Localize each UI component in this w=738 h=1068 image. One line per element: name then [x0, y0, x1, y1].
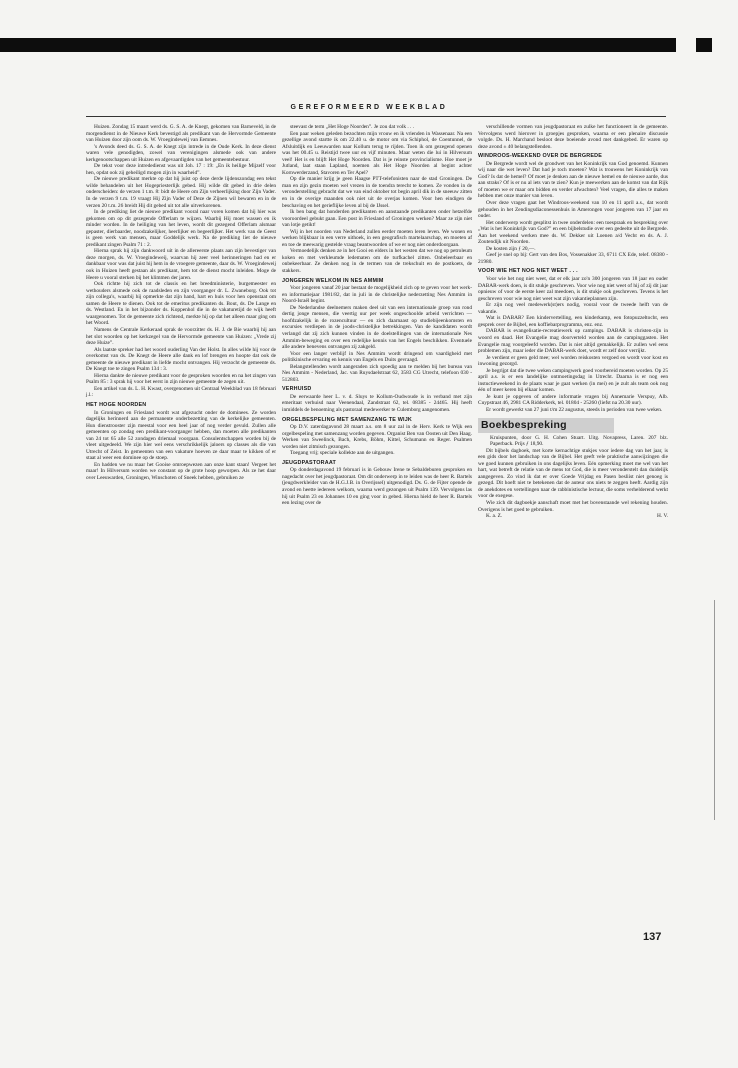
page-header: GEREFORMEERD WEEKBLAD [290, 104, 448, 111]
paragraph: Namens de Centrale Kerkeraad sprak de voorzitter ds. H. J. de Bie waarbij hij aan het slot woorden op het kerkzegel van de Hervormde gemeente van Huizen: „Vrede zij deze Huize”. [86, 326, 276, 347]
paragraph: steevast de term „Het Hoge Noorden”. Je zou dat volk . . . [290, 124, 415, 130]
paragraph: Vermoedelijk denken ze in het Gooi en elders in het westen dat we nog op petroleum koken en met verkleumde ledematen om de turfkachel zitten. Onbeleerbaar en onbekeerbaar. Ze denken nog in de termen van de trekschuit en de postkoets, de stakkers. [282, 248, 472, 275]
paragraph: Je kunt je opgeven of andere informatie vragen bij Annemarie Verspuy, Alb. Cuypstraat 46, 2981 CA Ridderkerk, tel. 01804 - 25260 (liefst na 20.30 uur). [478, 393, 668, 407]
paragraph: Er wordt gewerkt van 27 juni t/m 22 augustus, steeds in perioden van twee weken. [486, 406, 663, 413]
paragraph: In Groningen en Friesland wordt wat afgezucht onder de dominees. Ze worden dagelijks herinnerd aan de permanente onderbezetting van de kerkelijke gemeenten. Hun dienstrooster zijn meestal voor een heel jaar of nog verder gevuld. Zullen alle gemeenten op zondag een predikant-voorganger hebben, dan moeten alle predikanten van 24 tot 65 alle 52 zondagen driemaal voorgaan. Consulentschappen worden bij de vleet uitgedeeld. We zijn hier wel eens verschrikkelijk jaloers op classes als die van Utrecht of Zeist. In gemeenten van een vakature hoeven ze daar maar te kikken of er staat al weer een dominee op de stoep. [86, 409, 276, 462]
scan-edge-mark [714, 600, 715, 820]
paragraph: Er zijn nog veel medewerk(st)ers nodig, vooral voor de tweede helft van de vakantie. [478, 302, 668, 315]
section-heading: JEUGDPASTORAAT [282, 459, 337, 466]
review-sig-left: K. a. Z. [486, 513, 503, 520]
section-heading: VERHUISD [282, 386, 312, 393]
paragraph: Hierna dankte de nieuwe predikant voor de gesproken woorden en na het zingen van Psalm 85 : 3 sprak hij voor het eerst in zijn nieuwe gemeente de zegen uit. [86, 372, 276, 386]
paragraph: Over deze vragen gaat het Windroos-weekend van 10 en 11 april a.s., dat wordt gehouden in het Zendingsdiaconessenhuis in Amerongen voor jongeren van 17 jaar en ouder. [478, 200, 668, 220]
paragraph: De tekst voor deze intrededienst was uit Joh. 17 : 19: „En ik heilige Mijzelf voor hen, opdat ook zij geheiligd mogen zijn in waarheid”. [86, 163, 276, 176]
paragraph: De nieuwe predikant merkte op dat hij juist op deze derde lijdenszondag een tekst wilde behandelen uit het Hogepriesterlijk gebed. Hij wilde dit gebed in drie delen onderscheiden: de verzen 1 t.m. 8: bidt de Heere om Zijn verheerlijking door Zijn Vader. In de verzen 9 t.m. 19 vraagt Hij Zijn Vader of Deze de Zijnen wil bewaren en in de verzen 20 t.m. 26 breidt Hij dit gebed uit tot alle uitverkorenen. [86, 176, 276, 209]
review-paragraph-1: Dit bijbels dagboek, met korte kernachtige stukjes voor iedere dag van het jaar, is een gids door het landschap van de Bijbel. Het geeft vele praktische aanwijzingen die we goed kunnen gebruiken in ons dagelijks leven. Eén opmerking moet me wel van het hart, wat betreft de relatie van de mens tot God, die is meer veronderstelt dan duidelijk aangegeven. Zo vind ik dat er over Goede Vrijdag en Pasen besliist niet genoeg is gezegd. Dit hoeft niet te betekenen dat de auteur ons niets te zeggen heeft. Aardig zijn de anekdotes en vertellingen naar de rabbinistische lectuur, die soms verhelderend werkt voor de exegese. [478, 447, 668, 500]
review-paragraph-2: Wie zich dit dagboekje aanschaft moet met het bovenstaande wel rekening houden. Overigens is het goed te gebruiken. [478, 499, 668, 513]
paragraph: Het onderwerp wordt gesplitst in twee onderdelen: een toespraak en bespreking over „Wat is het Koninkrijk van God?” en een bijbelstudie over een gedeelte uit de Bergrede. Aan het weekend werken mee ds. W. Dekker uit Loenen a/d Vecht en ds. A. J. Zoutendijk uit Noorden. [478, 219, 668, 246]
paragraph: 's Avonds deed ds. G. S. A. de Knegt zijn intrede in de Oude Kerk. In deze dienst waren vele genodigden, zowel van verenigingen alsmede ook van andere kerkgenootschappen uit Huizen en afgevaardigden van het gemeentebestuur. [86, 143, 276, 163]
page-number: 137 [643, 931, 662, 943]
top-black-bar [0, 38, 712, 52]
paragraph: Geef je snel op bij: Gert van den Bos, Vossenakker 33, 6711 CX Ede, telef. 08380 - 21980. [478, 252, 668, 265]
section-heading: VOOR WIE HET NOG NIET WEET . . . [478, 268, 578, 275]
paragraph: Op D.V. zaterdagavond 28 maart a.s. om 8 uur zal in de Herv. Kerk te Wijk een orgelbespeling met samenzang worden gegeven. Organist Ben van Oosten uit Den Haag. Werken van Sweelinck, Bach, Krebs, Böhm, Kittel, Schumann en Reger. Psalmen worden niet zitmisch gezongen. [282, 424, 472, 450]
paragraph: In de prediking liet de nieuwe predikant vooral naar voren komen dat hij hier was gekomen om op dit gezegende Offerlam te wijzen. Waarbij Hij moet wassen en ik minder worden. In de heiliging van het leven, wordt dit gezegend Offerlam alsmaar gepaster, dierbaarder, noodzakelijker, heerlijker en begeerlijker. Het werk van de Geest is geen werk van mensen, maar Goddelijk werk. Na de prediking liet de nieuwe predikant zingen Psalm 71 : 2. [86, 209, 276, 248]
section-heading: WINDROOS-WEEKEND OVER DE BERGREDE [478, 153, 603, 160]
paragraph: Voor jongeren vanaf 20 jaar bestaat de mogelijkheid zich op te geven voor het werk- en informatiejaar 1981/82, dat in juli in de christelijke nederzetting Nes Ammim in Noord-Israël begint. [282, 285, 472, 305]
paragraph: verschillende vormen van jeugdpastoraat en zulke het functioneert in de gemeente. Vervolgens werd hierover in groepjes gesproken, waarna er een plenaire discussie volgde. Ds. H. Marchand besloot deze boeiende avond met dankgebed. Er waren op deze avond ± 40 belangstellenden. [478, 124, 668, 150]
paragraph: Een paar weken geleden bezochten mijn vrouw en ik vrienden in Wassenaar. Na een gezellige avond startte ik om 22.40 u. de motor om via Schiphol, de Coentunnel, de Afsluitdijk en Leeuwarden naar Kollum terug te rijden. Toen ik om gezegend openen was het 00.45 u. Reistijd twee uur en vijf minuten. Maar weten die lui in Hilversum veel! Het is en blijft Het Hoge Noorden. Dat is je reinste provincialisme. Hoe moet je Jutland, laat staan Lapland, noemen als Het Hoge Noorden al begint achter Kornwerderzand, Stavoren en Ter Apel? [282, 130, 472, 176]
column-1 [86, 124, 276, 482]
paragraph: Je begrijpt dat die twee weken campingwerk goed voorbereid moeten worden. Op 25 april a.s. is er een landelijke ontmoetingsdag in Utrecht. Daarna is er nog een instuctieweekend in de plaats waar je gaat werken (in mei) en je zult als team ook nog één of meer keren bij elkaar komen. [478, 367, 668, 394]
paragraph: Een artikel van ds. L. H. Kwast, overgenomen uit Centraal Weekblad van 18 februari j.l.: [86, 385, 276, 399]
section-heading: HET HOGE NOORDEN [86, 401, 147, 408]
paragraph: En hadden we nu maar het Gooise omroepwezen aan onze kant staan! Vergeet het maar! In Hilversum worden we constant op de grote hoop geworpen. Als ze het daar over Leeuwarden, Groningen, Winschoten of Sneek hebben, gebruiken ze [86, 461, 276, 481]
paragraph: Wij in het noorden van Nederland zullen eerder moeten leren leven. We wonen en werken blijkbaar in een verre uithoek, in een geografisch martelaarschap, en moeten af en toe de meewarig gestelde vraag beantwoorden of we er nog niet onderdoorgaan. [282, 228, 472, 248]
paragraph: Wat is DABAR? Een kindervertelling, een kinderkamp, een fotopuzzeltocht, een gesprek over de Bijbel, een koffiebarprogramma, enz. enz. [478, 315, 668, 328]
bar-notch [676, 36, 696, 54]
review-biblio: Kruispunten, door G. H. Cohen Stuart. Uitg. Novapress, Laren. 207 blz. Paperback. Prijs ƒ 18,90. [490, 434, 668, 448]
paragraph: Ik ben bang dat honderden predikanten en aanstaande predikanten onder hetzelfde vooroordeel gebukt gaan. Een post in Friesland of Groningen werken? Maar ze zijn niet van lotje getikt! [282, 209, 472, 229]
paragraph: Als laatste spreker had het woord ouderling Van der Holst. In alles wilde hij voor de overkomst van ds. De Knegt de Heere alle dank en lof brengen en hoopte dat ook de gemeente de nieuwe predikant in liefde mocht ontvangen. Hij verzocht de gemeente ds. De Knegt toe te zingen Psalm 134 : 3. [86, 346, 276, 373]
paragraph: Op die manier krijg je geen Haagse PTT-telefonisten naar de stad Groningen. De man en zijn gezin moeten wel vrezen in de toendra terecht te komen. Ze vonden in de veronderstelling gebracht dat we van eind oktober tot begin april dik in de sneeuw zitten en in de overige maanden ook niet uit de overjas komen. Voor hen eindigen de beschaving en het gerieflijke leven al bij de IJssel. [282, 176, 472, 209]
paragraph: Voor een langer verblijf in Nes Ammim wordt dringend om vaardigheid met politikinische ervaring en kennis van Engels en Duits gevraagd. [282, 350, 472, 364]
paragraph: Voor wie het nog niet weet, dat er elk jaar zo'n 300 jongeren van 18 jaar en ouder DABAR-werk doen, is dit stukje geschreven. Voor wie nog niet weet of hij of zij dit jaar opnieuw of voor de eerste keer zal meedoen, is dit stukje ook geschreven. Tevens is het geschreven voor wie nog niet weet wat zijn vakantieplannen zijn. [478, 276, 668, 302]
paragraph: DABAR is evangelisatie-recreatiewerk op campings. DABAR is christen-zijn in woord en daad. Het Evangelie mag doorverteld worden aan de campinggasten. Het Evangelie mag voorgeleefd worden. Dat is niet altijd gemakkelijk. Er zullen wel eens problemen zijn, maar ieder die DABAR-werk doet, wordt er zelf door verrijkt. [478, 328, 668, 355]
review-heading: Boekbespreking [478, 418, 614, 433]
paragraph: De Bergrede wordt wel de grondwet van het Koninkrijk van God genoemd. Kunnen wij naar die wet leven? Dat had je toch moeten? Wat is trouwens het Koninkrijk van God? Is dat de hemel? Of moet je denken aan de nieuwe hemel en de nieuwe aarde, dus aan straks? Of is er nu al iets van te zien? Kun je meewerken aan de komst van dat Rijk of moeten we er maar om bidden en verder afwachten? Veel vragen, die alles te maken hebben met onze manier van leven. [478, 160, 668, 200]
header-rule [86, 116, 666, 117]
paragraph: Op donderdagavond 19 februari is in Gebouw Irene te Sebaldeburen gesproken en nagedacht over het jeugdpastoraat. Om dit onderwerp in te leiden was de heer R. Bartels (jeugdwerkleider van de H.G.J.B. in Overijssel) uitgenodigd. Ds. G. de Fijter opende de avond en heette iedereen welkom, waarna werd gezongen uit Psalm 139. Vervolgens las hij uit Psalm 23 en Johannes 10 en ging voor in gebed. Hierna hield de heer R. Bartels een lezing over de [282, 467, 472, 507]
paragraph: Huizen. Zondag 15 maart werd ds. G. S. A. de Knegt, gekomen van Barneveld, in de morgendienst in de Nieuwe Kerk bevestigd als predikant van de Hervormde Gemeente van Huizen door zijn oom ds. W. Vroegindeweij van Eemnes. [86, 124, 276, 144]
paragraph: Belangstellenden wordt aangeraden zich spoedig aan te melden bij het bureau van Nes Ammim - Nederland, Jac. van Ruysdaelstraat 62, 3583 CG Utrecht, telefoon 030 - 512803. [282, 363, 472, 383]
column-2 [282, 124, 472, 507]
review-signature [478, 513, 668, 520]
paragraph: Toegang vrij; speciale kollekte aan de uitgangen. [290, 450, 395, 457]
paragraph: Hierna sprak hij zijn dankwoord uit in de allereerste plaats aan zijn bevestiger van deze morgen, ds. W. Vroegindeweij, waarvan hij zeer veel herinneringen had en er dankbaar voor was dat juist hij hem in de vroegere gemeente, daar ds. W. Vroegindeweij ook in Huizen heeft gestaan als predikant, hem tot de dienst mocht inleiden. Moge de Heere u vooral sterken bij het klimmen der jaren. [86, 248, 276, 281]
column-3 [478, 124, 668, 520]
column-3-flow [478, 124, 668, 414]
paragraph: De eerwaarde heer L. v. d. Sluys te Kollum-Oudwoude is in verband met zijn emeritaat verhuisd naar Veenendaal, Zandstraat 62, tel. 08385 - 24465. Hij heeft inmiddels de benoeming als pastoraal medewerker te Culemborg aangenomen. [282, 393, 472, 413]
paragraph: De kosten zijn ƒ 20,—. [486, 245, 536, 252]
paragraph: Je verdient er geen geld mee; wel worden reiskosten vergoed en wordt voor kost en inwoning gezorgd. [478, 354, 668, 368]
section-heading: JONGEREN WELKOM IN NES AMMIM [282, 277, 384, 284]
review-sig-right: H. V. [657, 513, 668, 520]
paragraph: De Nederlandse deelnemers maken deel uit van een internationale groep van rond dertig jonge mensen, die veertig uur per week ongeschoolde arbeid verrichten — hoofdzakelijk in de rozencultuur — en zich daarnaast op studiebijeenkomsten en excursies verdiepen in de joods-christelijke betrekkingen. Van de kandidaten wordt verlangd dat zij zich kunnen vinden in de doelstellingen van de internationale Nes Ammim-beweging en over een redelijke kennis van het Engels beschikken. Eventuele alle andere benevens ontvangen zij zakgeld. [282, 304, 472, 351]
section-heading: ORGELBESPELING MET SAMENZANG TE WIJK [282, 416, 412, 423]
paragraph: Ook richtte hij zich tot de classis en het breedministerie, burgemeester en wethouders alsmede ook de raadsleden en zijn voorganger dr. L. Zwaneborg. Ook tot zijn collega's, waarbij hij opmerkte dat zijn hand, hart en huis voor hen openstaat om samen de Heere te dienen. Ook tot de emeritus predikanten ds. Bout, ds. De Lange en ds. Westland. En in het bijzonder ds. Koppenhol die in de vakaturetijd de wijk heeft waargenomen. Tot de gemeente zich richtend, merkte hij op dat het alleen maar ging om het Woord. [86, 281, 276, 327]
